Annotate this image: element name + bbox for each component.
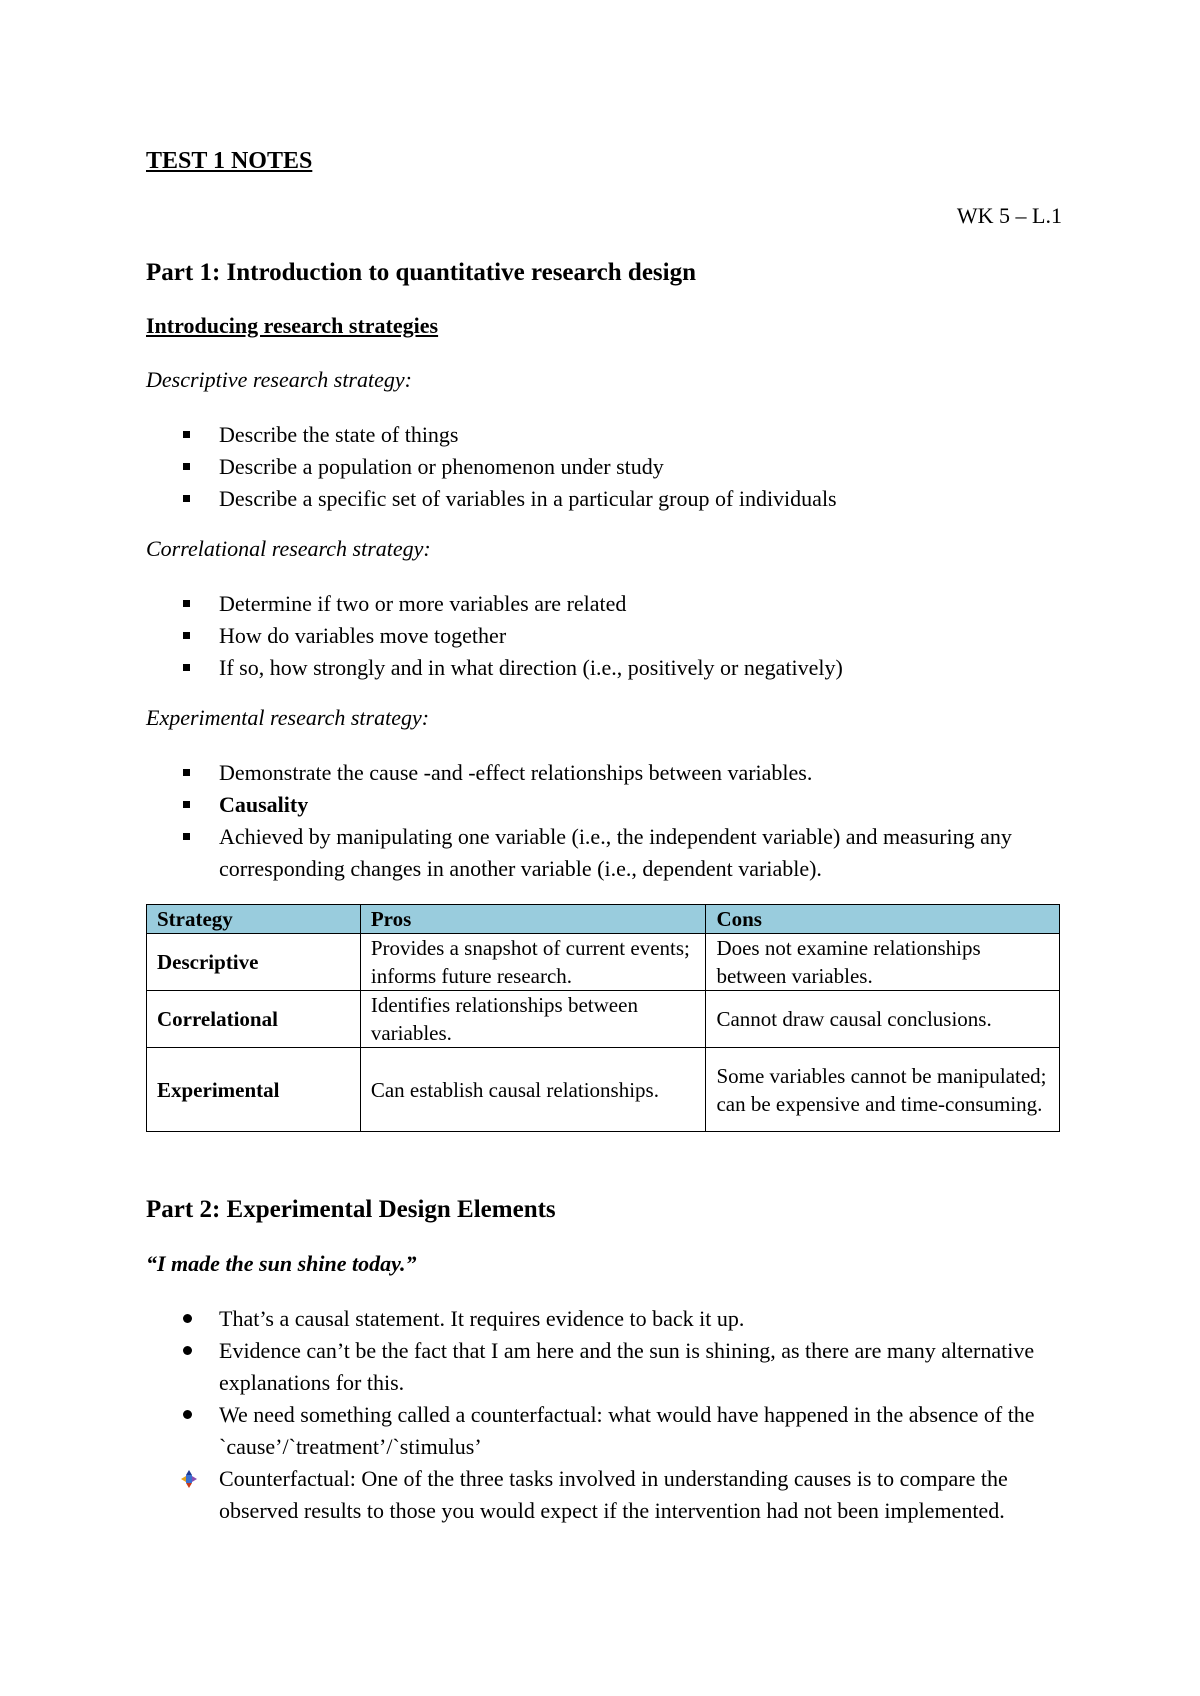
quote-text: “I made the sun shine today.” bbox=[146, 1251, 417, 1276]
list-item: That’s a causal statement. It requires evidence to back it up. bbox=[0, 1303, 1062, 1335]
list-item: Describe the state of things bbox=[0, 419, 1062, 451]
cell-pros: Identifies relationships between variables. bbox=[360, 991, 706, 1048]
correlational-list bbox=[0, 588, 1062, 684]
square-bullet-icon bbox=[183, 463, 190, 470]
part1-heading: Part 1: Introduction to quantitative research design bbox=[146, 259, 696, 286]
list-item: Demonstrate the cause -and -effect relationships between variables. bbox=[0, 757, 1062, 789]
list-item: How do variables move together bbox=[0, 620, 1062, 652]
cell-strategy: Experimental bbox=[147, 1048, 361, 1132]
round-bullet-icon bbox=[183, 1346, 192, 1355]
part2-heading: Part 2: Experimental Design Elements bbox=[146, 1196, 556, 1223]
square-bullet-icon bbox=[183, 833, 190, 840]
list-item: Describe a population or phenomenon under study bbox=[0, 451, 1062, 483]
square-bullet-icon bbox=[183, 495, 190, 502]
list-item: If so, how strongly and in what direction (i.e., positively or negatively) bbox=[0, 652, 1062, 684]
list-item: Achieved by manipulating one variable (i.e., the independent variable) and measuring any corresponding changes in another variable (i.e., dependent variable). bbox=[0, 821, 1062, 885]
strategy-comparison-table bbox=[146, 904, 1060, 1132]
cell-cons: Does not examine relationships between variables. bbox=[706, 934, 1060, 991]
list-item: Causality bbox=[0, 789, 1062, 821]
list-item: Determine if two or more variables are related bbox=[0, 588, 1062, 620]
square-bullet-icon bbox=[183, 664, 190, 671]
cell-strategy: Descriptive bbox=[147, 934, 361, 991]
table-row bbox=[147, 991, 1060, 1048]
list-item: We need something called a counterfactual: what would have happened in the absence of the `cause’/`treatment’/`stimulus’ bbox=[0, 1399, 1062, 1463]
table-header-row bbox=[147, 905, 1060, 934]
round-bullet-icon bbox=[183, 1314, 192, 1323]
week-reference: WK 5 – L.1 bbox=[956, 203, 1062, 228]
page-title: TEST 1 NOTES bbox=[146, 148, 313, 174]
research-strategies-subheading: Introducing research strategies bbox=[146, 313, 439, 338]
correlational-label: Correlational research strategy: bbox=[146, 536, 431, 561]
square-bullet-icon bbox=[183, 769, 190, 776]
list-item: Evidence can’t be the fact that I am here and the sun is shining, as there are many alternative explanations for this. bbox=[0, 1335, 1062, 1399]
header-cons: Cons bbox=[706, 905, 1060, 934]
square-bullet-icon bbox=[183, 600, 190, 607]
part2-list bbox=[0, 1303, 1062, 1527]
four-way-arrow-bullet-icon bbox=[181, 1470, 197, 1488]
cell-strategy: Correlational bbox=[147, 991, 361, 1048]
cell-pros: Provides a snapshot of current events; informs future research. bbox=[360, 934, 706, 991]
cell-cons: Cannot draw causal conclusions. bbox=[706, 991, 1060, 1048]
cell-pros: Can establish causal relationships. bbox=[360, 1048, 706, 1132]
square-bullet-icon bbox=[183, 431, 190, 438]
experimental-list bbox=[0, 757, 1062, 885]
experimental-label: Experimental research strategy: bbox=[146, 705, 430, 730]
table-row bbox=[147, 1048, 1060, 1132]
cell-cons: Some variables cannot be manipulated; can be expensive and time-consuming. bbox=[706, 1048, 1060, 1132]
list-item: Counterfactual: One of the three tasks involved in understanding causes is to compare the observed results to those you would expect if the intervention had not been implemented. bbox=[0, 1463, 1062, 1527]
table-row bbox=[147, 934, 1060, 991]
descriptive-list bbox=[0, 419, 1062, 515]
header-pros: Pros bbox=[360, 905, 706, 934]
square-bullet-icon bbox=[183, 632, 190, 639]
header-strategy: Strategy bbox=[147, 905, 361, 934]
square-bullet-icon bbox=[183, 801, 190, 808]
descriptive-label: Descriptive research strategy: bbox=[146, 367, 412, 392]
round-bullet-icon bbox=[183, 1410, 192, 1419]
list-item: Describe a specific set of variables in a particular group of individuals bbox=[0, 483, 1062, 515]
